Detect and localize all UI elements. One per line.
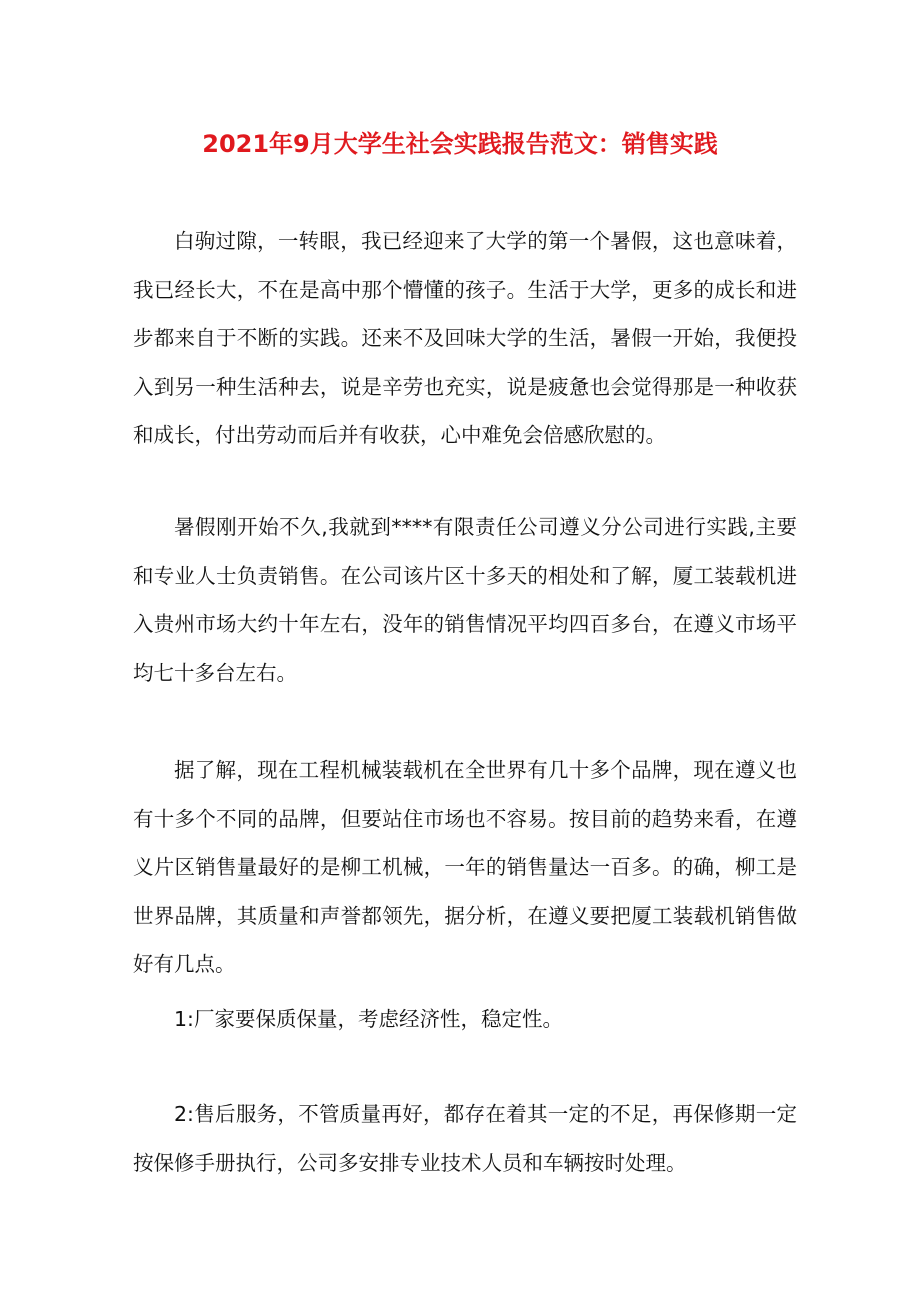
- paragraph-internship: 暑假刚开始不久,我就到****有限责任公司遵义分公司进行实践,主要和专业人士负责销售。在公司该片区十多天的相处和了解，厦工装载机进入贵州市场大约十年左右，没年的销售情况平均四百多台，在遵义市场平均七十多台左右。: [133, 515, 797, 685]
- paragraph-market-analysis: 据了解，现在工程机械装载机在全世界有几十多个品牌，现在遵义也有十多个不同的品牌，但要站住市场也不容易。按目前的趋势来看，在遵义片区销售量最好的是柳工机械，一年的销售量达一百多。的确，柳工是世界品牌，其质量和声誉都领先，据分析，在遵义要把厦工装载机销售做好有几点。: [133, 758, 797, 977]
- paragraph-point-2: 2:售后服务，不管质量再好，都存在着其一定的不足，再保修期一定按保修手册执行，公司多安排专业技术人员和车辆按时处理。: [133, 1102, 797, 1175]
- paragraph-intro: 白驹过隙，一转眼，我已经迎来了大学的第一个暑假，这也意味着，我已经长大，不在是高中那个懵懂的孩子。生活于大学，更多的成长和进步都来自于不断的实践。还来不及回味大学的生活，暑假一开始，我便投入到另一种生活种去，说是辛劳也充实，说是疲惫也会觉得那是一种收获和成长，付出劳动而后并有收获，心中难免会倍感欣慰的。: [133, 229, 797, 448]
- document-title: 2021年9月大学生社会实践报告范文：销售实践: [202, 130, 718, 158]
- paragraph-point-1: 1:厂家要保质保量，考虑经济性，稳定性。: [174, 1007, 563, 1031]
